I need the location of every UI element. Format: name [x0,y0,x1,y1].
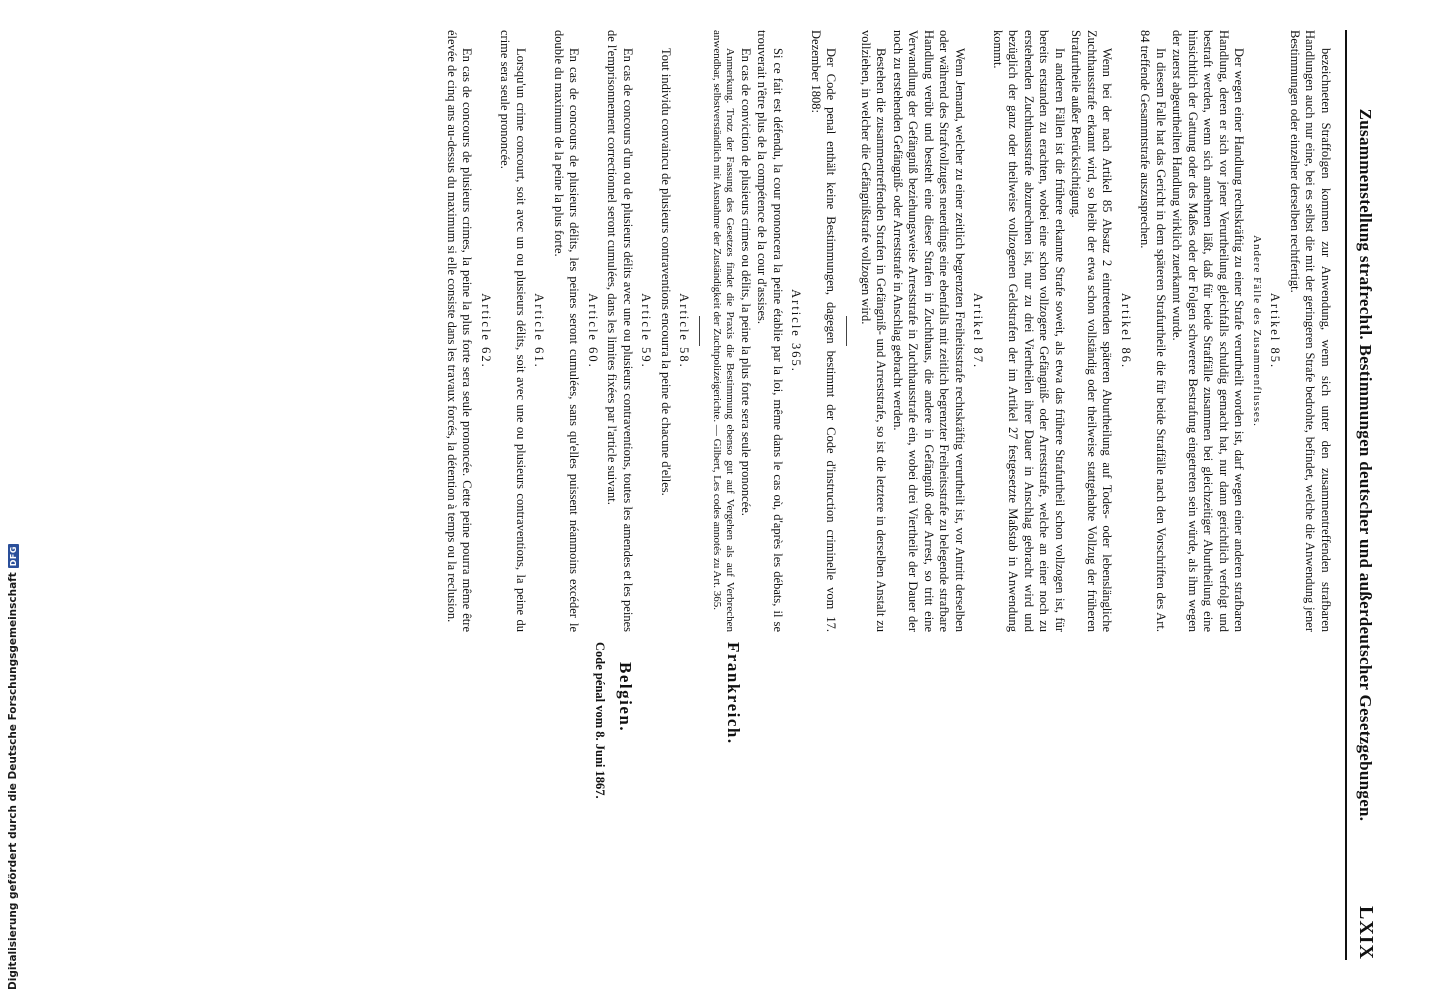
paragraph: En cas de concours de plusieurs délits, les peines seront cumulées, sans qu'elles puissent néanmoins excéder le double du maximum de la peine la plus forte. [552,30,582,632]
credit-text: Digitalisierung gefördert durch die Deutsche Forschungsgemeinschaft [7,572,19,990]
country-heading-belgium [592,642,633,960]
article-heading: Article 60. [586,293,600,369]
article-subheading: Andere Fälle des Zusammenflusses. [1251,235,1263,427]
dfg-logo-icon: DFG [8,546,18,567]
paragraph: Si ce fait est défendu, la cour prononcera la peine établie par la loi, même dans le cas où, d'après les débats, il se trouverait n'être plus de la compétence de la cour d'assises. [755,30,785,632]
paragraph: Wenn bei der nach Artikel 85 Absatz 2 eintretenden späteren Aburtheilung auf Todes- oder lebenslängliche Zuchthausstrafe erkannt wird, so bleibt der etwa schon vollständig oder theilweise stattgehabte Vollzug der früheren Strafurtheile außer Berücksichtigung. [1069,30,1115,632]
section-divider [700,316,701,346]
paragraph: Tout individu convaincu de plusieurs contraventions encourra la peine de chacune d'elles. [659,48,673,496]
paragraph: En cas de conviction de plusieurs crimes ou délits, la peine la plus forte sera seule prononcée. [739,48,753,516]
page-header [1341,30,1385,960]
code-title: Code pénal vom 8. Juni 1867. [593,642,608,799]
article-heading: Artikel 87. [971,292,986,370]
country-heading-france [726,642,742,960]
digitization-credit [2,546,24,990]
paragraph: bezeichneten Straffolgen kommen zur Anwendung, wenn sich unter den zusammentreffenden strafbaren Handlungen auch nur eine, bei es selbst die mit der geringeren Strafe bedrohte, befindet, welche die Anwendung jener Bestimmungen oder einzelner derselben rechtfertigt. [1288,30,1333,632]
paragraph: Der wegen einer Handlung rechtskräftig zu einer Strafe verurtheilt worden ist, darf wegen einer anderen strafbaren Handlung, deren er sich vor jener Verurtheilung gleichfalls schuldig gemacht hat, nur dann gerichtlich verfolgt und bestraft werden, wenn sich annehmen läßt, daß für beide Straffälle zusammen bei gleichzeitiger Aburtheilung eine hinsichtlich der Gattung oder des Maßes oder der Folgen schwerere Bestrafung eingetreten sein würde, als ihm wegen der zuerst abgeurtheilten Handlung wirklich zuerkannt wurde. [1170,30,1247,632]
article-heading: Article 58. [677,293,692,369]
paragraph: Lorsqu'un crime concourt, soit avec un ou plusieurs délits, soit avec une ou plusieurs contraventions, la peine du crime sera seule prononcée. [498,30,528,632]
country-title: Belgien. [616,662,635,733]
article-heading: Artikel 85. [1268,292,1283,370]
section-divider [847,316,848,346]
paragraph: In anderen Fällen ist die frühere erkannte Strafe soweit, als etwa das frühere Strafurtheil schon vollzogen ist, für bereits erstanden zu erachten, wobei eine schon vollzogene Gefängniß- oder Arreststrafe, welche an einer noch zu erstehenden Zuchthausstrafe abzurechnen ist, nur zu drei Viertheilen ihrer Dauer in Anschlag gebracht wird und bezüglich der ganz oder theilweise vollzogenen Geldstrafen der im Artikel 27 festgesetzte Maßstab in Anwendung kommt. [991,30,1067,632]
paragraph: In diesem Falle hat das Gericht in dem späteren Strafurtheile die für beide Straffälle nach den Vorschriften des Art. 84 treffende Gesammtstrafe auszusprechen. [1138,30,1168,632]
country-title: Frankreich. [724,642,743,745]
paragraph: Der Code penal enthält keine Bestimmungen, dagegen bestimmt der Code d'instruction criminelle vom 17. Dezember 1808: [809,30,839,632]
paragraph: Wenn Jemand, welcher zu einer zeitlich begrenzten Freiheitsstrafe rechtskräftig verurtheilt ist, vor Antritt derselben oder während des Strafvollzuges neuerdings eine ebenfalls mit zeitlich begrenzter Freiheitsstrafe zu belegende strafbare Handlung verübt und besteht eine dieser Strafen in Zuchthaus, die andere in Gefängniß oder Arrest, so tritt eine Verwandlung der Gefängniß beziehungsweise Arreststrafe in Zuchthausstrafe ein, wobei drei Viertheile der Dauer der noch zu erstehenden Gefängniß- oder Arreststrafe in Anschlag gebracht werden. [891,30,967,632]
paragraph: En cas de concours de plusieurs crimes, la peine la plus forte sera seule prononcée. Cette peine pourra même être élevée de cinq ans au-dessus du maximum si elle consiste dans les travaux forcés, la détention à temps ou la reclusion. [445,30,475,632]
article-heading: Article 59. [639,293,654,369]
document-page [95,30,1385,960]
paragraph: Bestehen die zusammentreffenden Strafen in Gefängniß- und Arreststrafe, so ist die letztere in derselben Anstalt zu vollziehen, in welcher die Gefängnißstrafe vollzogen wird. [859,30,889,632]
article-heading: Article 365. [789,289,804,373]
article-heading: Article 62. [479,293,493,369]
article-heading: Article 61. [532,293,547,369]
article-heading: Artikel 86. [1119,292,1133,370]
running-title: Zusammenstellung strafrechtl. Bestimmungen deutscher und außerdeutscher Gesetzgebungen. [1356,108,1375,822]
main-column [443,30,1334,632]
paragraph: En cas de concours d'un ou de plusieurs délits avec une ou plusieurs contraventions, toutes les amendes et les peines de l'emprisonnement correctionnel seront cumulées, dans les limites fixées par l'article suivant. [605,30,635,632]
annotation-note: Anmerkung. Trotz der Fassung des Gesetzes findet die Praxis die Bestimmung ebenso gut auf Vergehen als auf Verbrechen anwendbar, selbstverständlich mit Ausnahme der Zuständigkeit der Zuchtpolizeigerichte. — Gilbert, Les codes annotés zu Art. 365. [711,30,737,632]
header-rule [1345,30,1347,960]
page-number: LXIX [1355,905,1377,960]
